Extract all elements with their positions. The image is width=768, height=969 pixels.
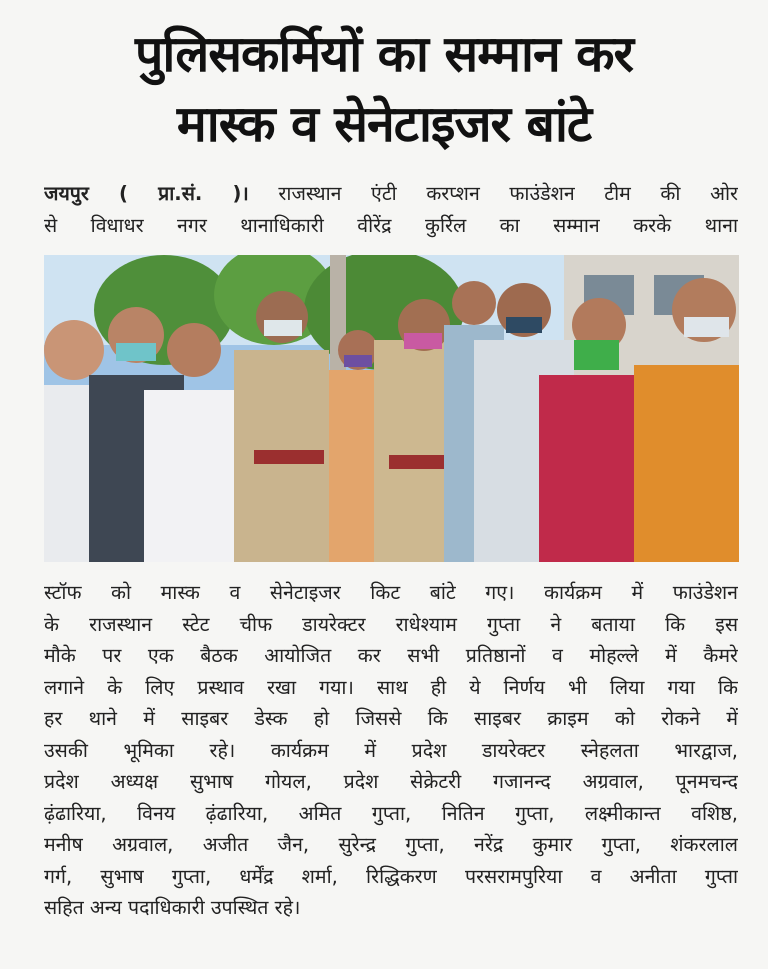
dateline: जयपुर ( प्रा.सं. )। (44, 182, 249, 205)
lead-paragraph (44, 178, 738, 241)
body-line: गर्ग, सुभाष गुप्ता, धर्मेंद्र शर्मा, रिद्धिकरण परसरामपुरिया व अनीता गुप्ता (44, 864, 738, 888)
lead-line-2: से विधाधर नगर थानाधिकारी वीरेंद्र कुर्रिल का सम्मान करके थाना (44, 213, 738, 237)
lead-line-1-text: राजस्थान एंटी करप्शन फाउंडेशन टीम की ओर (248, 182, 738, 205)
body-line: उसकी भूमिका रहे। कार्यक्रम में प्रदेश डायरेक्टर स्नेहलता भारद्वाज, (44, 738, 738, 762)
body-paragraph (44, 577, 738, 924)
body-line: मौके पर एक बैठक आयोजित कर सभी प्रतिष्ठानों व मोहल्ले में कैमरे (44, 644, 738, 667)
body-line: के राजस्थान स्टेट चीफ डायरेक्टर राधेश्याम गुप्ता ने बताया कि इस (44, 612, 738, 636)
group-photo-icon (44, 255, 739, 562)
body-line: स्टॉफ को मास्क व सेनेटाइजर किट बांटे गए। कार्यक्रम में फाउंडेशन (44, 581, 738, 604)
body-line: लगाने के लिए प्रस्थाव रखा गया। साथ ही ये निर्णय भी लिया गया कि (44, 675, 738, 699)
body-line: मनीष अग्रवाल, अजीत जैन, सुरेन्द्र गुप्ता, नरेंद्र कुमार गुप्ता, शंकरलाल (44, 833, 738, 856)
body-line: सहित अन्य पदाधिकारी उपस्थित रहे। (44, 896, 301, 919)
news-photo (44, 255, 739, 562)
headline-line-2: मास्क व सेनेटाइजर बांटे (176, 95, 592, 153)
body-line: ढ़ंढारिया, विनय ढ़ंढारिया, अमित गुप्ता, नितिन गुप्ता, लक्ष्मीकान्त वशिष्ठ, (44, 801, 738, 825)
body-line: प्रदेश अध्यक्ष सुभाष गोयल, प्रदेश सेक्रेटरी गजानन्द अग्रवाल, पूनमचन्द (44, 770, 738, 793)
headline-line-1: पुलिसकर्मियों का सम्मान कर (134, 25, 634, 83)
body-line: हर थाने में साइबर डेस्क हो जिससे कि साइबर क्राइम को रोकने में (44, 707, 738, 730)
